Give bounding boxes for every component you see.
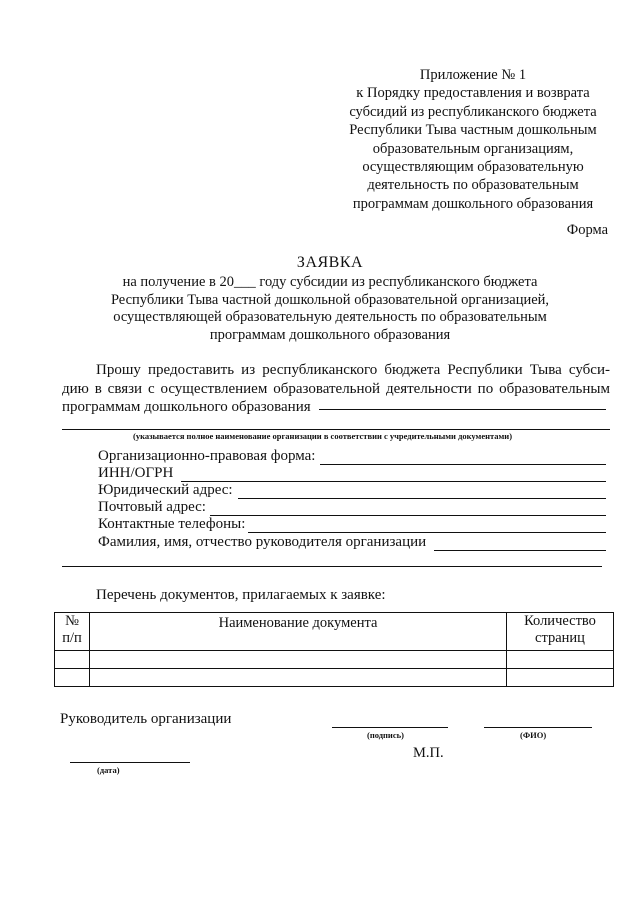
form-label: Форма <box>566 222 608 238</box>
inn-line[interactable] <box>181 481 606 482</box>
director-line-continued[interactable] <box>62 566 602 567</box>
subtitle-line: осуществляющей образовательную деятельность по образовательным <box>113 309 547 326</box>
appendix-line: субсидий из республиканского бюджета <box>349 103 597 120</box>
request-line: программам дошкольного образования <box>62 399 311 415</box>
header-num-line2: п/п <box>62 630 82 646</box>
date-line[interactable] <box>70 762 190 763</box>
signature-line[interactable] <box>332 727 448 728</box>
appendix-line: образовательным организациям, <box>372 140 574 157</box>
org-name-hint: (указывается полное наименование организации в соответствии с учредительными документами) <box>133 431 513 441</box>
header-name: Наименование документа <box>90 613 507 651</box>
field-legal-address-label: Юридический адрес: <box>98 482 233 498</box>
fio-hint: (ФИО) <box>520 730 547 740</box>
field-postal-address-label: Почтовый адрес: <box>98 499 206 515</box>
director-line[interactable] <box>434 550 606 551</box>
document-title: ЗАЯВКА <box>296 254 364 271</box>
header-pages <box>507 613 614 651</box>
appendix-line: программам дошкольного образования <box>352 195 594 212</box>
table-header-row <box>55 613 614 651</box>
appendix-line: деятельность по образовательным <box>367 177 579 194</box>
header-num-line1: № <box>65 613 79 629</box>
appendix-header <box>330 66 616 213</box>
legal-address-line[interactable] <box>238 498 606 499</box>
head-of-organization-label: Руководитель организации <box>60 711 232 727</box>
table-cell[interactable] <box>55 651 90 669</box>
request-line: дию в связи с осуществлением образовательной деятельности по образовательным <box>62 380 610 397</box>
stamp-label: М.П. <box>413 745 444 761</box>
subtitle-line: Республики Тыва частной дошкольной образовательной организацией, <box>110 291 550 308</box>
date-hint: (дата) <box>97 765 120 775</box>
table-row[interactable] <box>55 651 614 669</box>
table-cell[interactable] <box>90 669 507 687</box>
table-cell[interactable] <box>507 669 614 687</box>
header-num <box>55 613 90 651</box>
table-cell[interactable] <box>90 651 507 669</box>
documents-title: Перечень документов, прилагаемых к заявке: <box>96 587 386 603</box>
signature-hint: (подпись) <box>367 730 404 740</box>
documents-table <box>54 612 614 687</box>
field-inn-label: ИНН/ОГРН <box>98 465 174 481</box>
table-cell[interactable] <box>507 651 614 669</box>
table-cell[interactable] <box>55 669 90 687</box>
subtitle-line: программам дошкольного образования <box>209 326 451 343</box>
request-line: Прошу предоставить из республиканского бюджета Республики Тыва субси- <box>96 362 610 378</box>
table-row[interactable] <box>55 669 614 687</box>
appendix-line: к Порядку предоставления и возврата <box>356 85 590 102</box>
field-phones-label: Контактные телефоны: <box>98 516 246 532</box>
fio-line[interactable] <box>484 727 592 728</box>
program-name-line[interactable] <box>319 409 606 410</box>
field-director-label: Фамилия, имя, отчество руководителя организации <box>98 534 427 550</box>
legal-form-line[interactable] <box>320 464 606 465</box>
phones-line[interactable] <box>248 532 606 533</box>
header-pages-line2: страниц <box>535 630 585 646</box>
header-pages-line1: Количество <box>524 613 596 629</box>
org-name-line[interactable] <box>62 429 610 430</box>
subtitle-line: на получение в 20___ году субсидии из республиканского бюджета <box>122 274 538 290</box>
postal-address-line[interactable] <box>210 515 606 516</box>
document-subtitle <box>70 274 590 344</box>
field-legal-form-label: Организационно-правовая форма: <box>98 448 316 464</box>
appendix-line: Республики Тыва частным дошкольным <box>349 122 597 139</box>
appendix-line: Приложение № 1 <box>419 67 527 83</box>
appendix-line: осуществляющим образовательную <box>362 159 584 176</box>
